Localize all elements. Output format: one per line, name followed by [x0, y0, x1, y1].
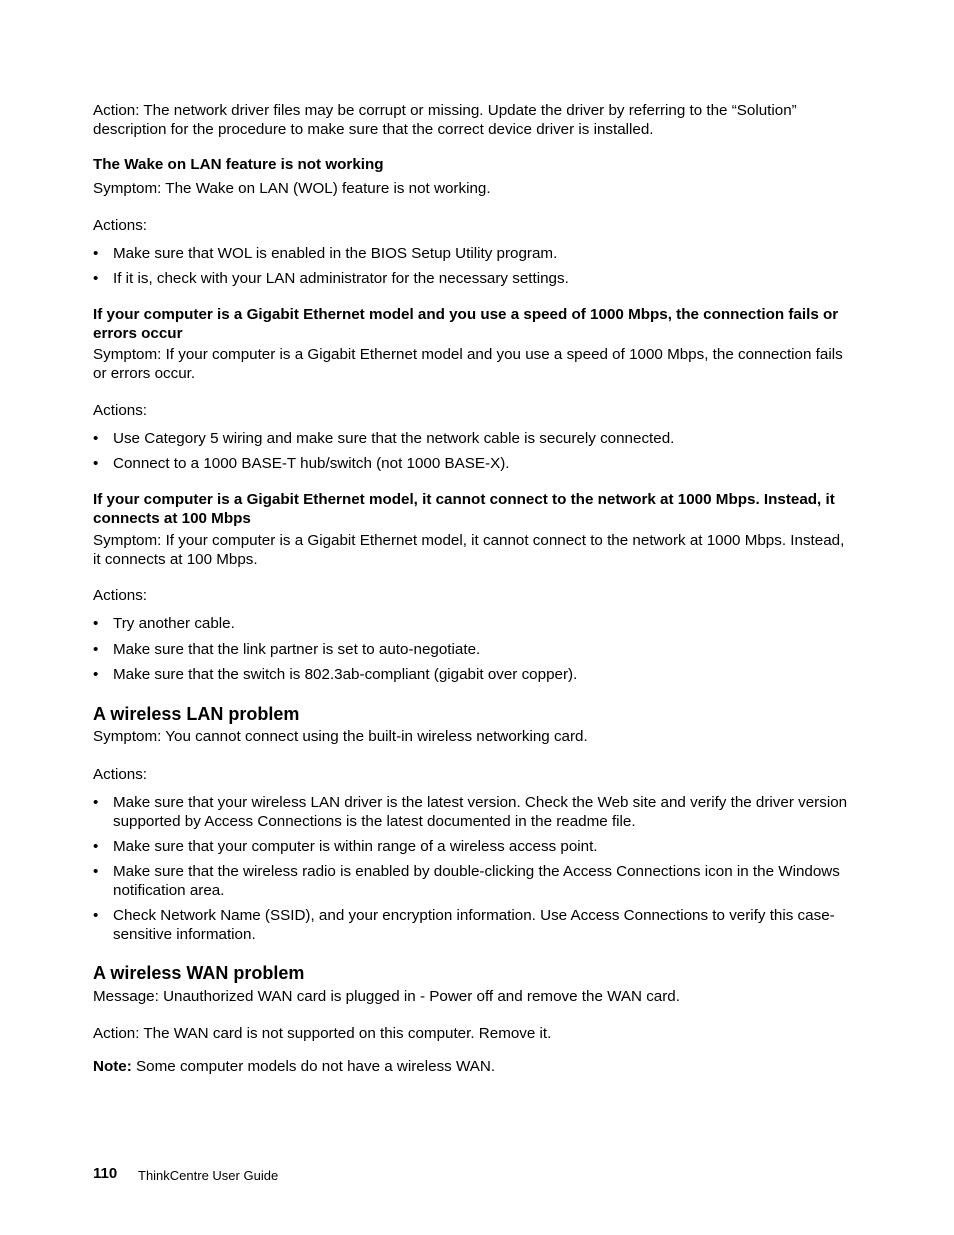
bullet-icon: •: [93, 270, 99, 287]
intro-action-text: Action: The network driver files may be corrupt or missing. Update the driver by referring to the “Solution” description for the procedure to make sure that the correct device driver is installed.: [93, 102, 797, 138]
wlan-symptom: Symptom: You cannot connect using the built-in wireless networking card.: [93, 728, 588, 745]
bullet-icon: •: [93, 641, 99, 658]
bullet-icon: •: [93, 666, 99, 683]
bullet-icon: •: [93, 455, 99, 472]
list-item-text: Make sure that the link partner is set to auto-negotiate.: [113, 641, 481, 658]
gigabit-100-heading: If your computer is a Gigabit Ethernet model, it cannot connect to the network at 1000 Mbps. Instead, it connects at 100 Mbps: [93, 491, 835, 527]
wol-actions-label: Actions:: [93, 217, 148, 234]
wwan-action: Action: The WAN card is not supported on this computer. Remove it.: [93, 1025, 552, 1042]
list-item-text: Make sure that WOL is enabled in the BIOS Setup Utility program.: [113, 245, 558, 262]
wol-symptom: Symptom: The Wake on LAN (WOL) feature is not working.: [93, 180, 491, 197]
bullet-icon: •: [93, 838, 99, 855]
gigabit-100-actions-label: Actions:: [93, 587, 148, 604]
wwan-note: [93, 1058, 853, 1077]
bullet-icon: •: [93, 430, 99, 447]
gigabit-fail-actions-label: Actions:: [93, 402, 148, 419]
wwan-message: Message: Unauthorized WAN card is plugged in - Power off and remove the WAN card.: [93, 988, 680, 1005]
list-item-text: If it is, check with your LAN administrator for the necessary settings.: [113, 270, 569, 287]
page-footer: [93, 1165, 279, 1183]
bullet-icon: •: [93, 245, 99, 262]
wlan-heading: A wireless LAN problem: [93, 704, 300, 724]
bullet-icon: •: [93, 794, 99, 811]
wwan-heading: A wireless WAN problem: [93, 963, 305, 983]
list-item-text: Make sure that the wireless radio is enabled by double-clicking the Access Connections icon in the Windows notification area.: [113, 863, 840, 899]
list-item-text: Check Network Name (SSID), and your encryption information. Use Access Connections to verify this case-sensitive information.: [113, 907, 835, 943]
note-label: Note:: [93, 1058, 132, 1075]
gigabit-100-symptom: Symptom: If your computer is a Gigabit Ethernet model, it cannot connect to the network at 1000 Mbps. Instead, it connects at 100 Mbps.: [93, 532, 845, 568]
document-title: ThinkCentre User Guide: [138, 1168, 279, 1183]
wlan-actions-label: Actions:: [93, 766, 148, 783]
note-text: Some computer models do not have a wireless WAN.: [136, 1058, 496, 1075]
gigabit-fail-symptom: Symptom: If your computer is a Gigabit Ethernet model and you use a speed of 1000 Mbps, the connection fails or errors occur.: [93, 346, 843, 382]
list-item-text: Connect to a 1000 BASE-T hub/switch (not 1000 BASE-X).: [113, 455, 510, 472]
list-item-text: Use Category 5 wiring and make sure that the network cable is securely connected.: [113, 430, 675, 447]
list-item-text: Make sure that the switch is 802.3ab-compliant (gigabit over copper).: [113, 666, 578, 683]
page-number: 110: [93, 1165, 118, 1182]
bullet-icon: •: [93, 863, 99, 880]
list-item-text: Make sure that your computer is within range of a wireless access point.: [113, 838, 598, 855]
bullet-icon: •: [93, 907, 99, 924]
list-item-text: Make sure that your wireless LAN driver is the latest version. Check the Web site and verify the driver version supported by Access Connections is the latest documented in the readme file.: [113, 794, 848, 830]
wol-heading: The Wake on LAN feature is not working: [93, 156, 384, 173]
list-item-text: Try another cable.: [113, 615, 235, 632]
bullet-icon: •: [93, 615, 99, 632]
gigabit-fail-heading: If your computer is a Gigabit Ethernet model and you use a speed of 1000 Mbps, the connection fails or errors occur: [93, 306, 839, 342]
